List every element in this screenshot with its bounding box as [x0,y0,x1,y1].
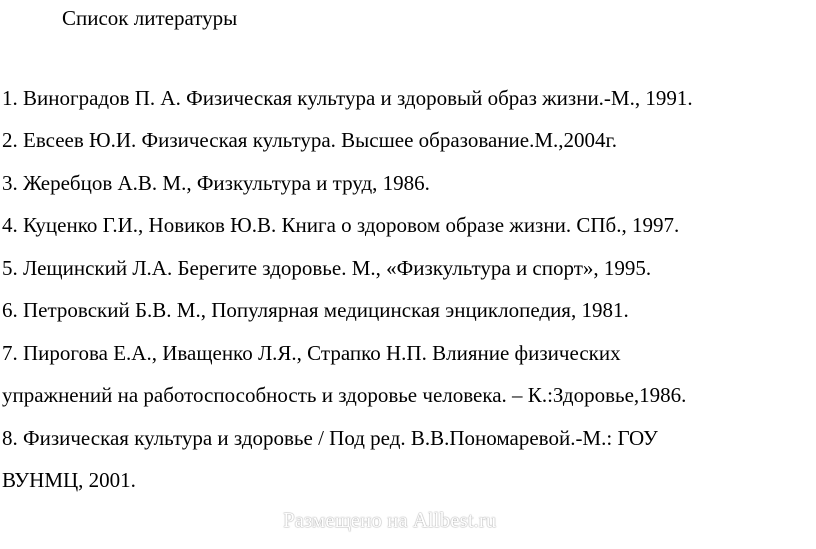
reference-item-8-line-2: ВУНМЦ, 2001. [2,468,136,492]
reference-item-7-line-2: упражнений на работоспособность и здоровье человека. – К.:Здоровье,1986. [2,383,687,407]
reference-item-6: 6. Петровский Б.В. М., Популярная медицинская энциклопедия, 1981. [2,298,629,322]
reference-item-1: 1. Виноградов П. А. Физическая культура и здоровый образ жизни.-М., 1991. [2,86,693,110]
reference-item-5: 5. Лещинский Л.А. Берегите здоровье. М., «Физкультура и спорт», 1995. [2,256,652,280]
reference-item-8-line-1: 8. Физическая культура и здоровье / Под ред. В.В.Пономаревой.-М.: ГОУ [2,426,658,450]
reference-item-3: 3. Жеребцов А.В. М., Физкультура и труд, 1986. [2,171,430,195]
reference-item-7-line-1: 7. Пирогова Е.А., Иващенко Л.Я., Страпко Н.П. Влияние физических [2,341,621,365]
watermark: Размещено на Allbest.ru [283,508,497,532]
reference-item-2: 2. Евсеев Ю.И. Физическая культура. Высшее образование.М.,2004г. [2,128,618,152]
page-title: Список литературы [62,6,238,30]
reference-item-4: 4. Куценко Г.И., Новиков Ю.В. Книга о здоровом образе жизни. СПб., 1997. [2,213,680,237]
